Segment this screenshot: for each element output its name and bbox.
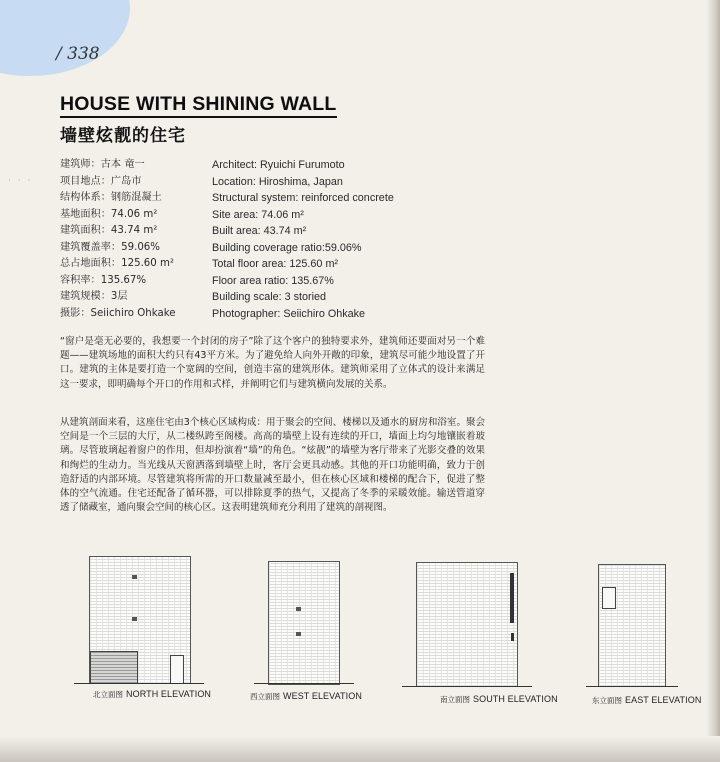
spec-row: 基地面积：74.06 m²	[60, 208, 158, 220]
caption-cn: 西立面图	[250, 692, 280, 701]
title-english: HOUSE WITH SHINING WALL	[60, 93, 337, 118]
paragraph-text: 从建筑剖面来看，这座住宅由3个核心区域构成：用于聚会的空间、楼梯以及通水的厨房和浴室。聚会空间是一个三层的大厅，从二楼纵跨至阁楼。高高的墙壁上设有连续的开口，墙面上均匀地镶嵌着玻璃。尽管玻璃起着窗户的作用，但却扮演着“墙”的角色。“炫靓”的墙壁为客厅带来了光影交叠的效果和绚烂的生动力。当光线从天窗洒落到墙壁上时，客厅会更具动感。其他的开口功能明确，致力于创造舒适的内部环境。尽管建筑将所需的开口数量减至最小，但在核心区域和楼梯的配合下，促进了整体的空气流通。住宅还配备了循环器，可以排除夏季的热气，又提高了冬季的采暖效能。输送管道穿透了储藏室，通向聚会空间的核心区。这表明建筑师充分利用了建筑的剖视图。	[60, 417, 485, 514]
west-elevation-caption	[250, 691, 362, 702]
spec-row: Built area: 43.74 m²	[212, 225, 307, 237]
page-number: / 338	[56, 44, 100, 64]
spec-row: 建筑师：古本 竜一	[60, 159, 145, 170]
caption-cn: 北立面图	[93, 690, 123, 699]
corner-decoration	[0, 0, 130, 76]
spec-row: 结构体系：钢筋混凝土	[60, 192, 162, 203]
west-facade	[268, 561, 340, 685]
spec-row: 建筑规模：3层	[60, 291, 128, 302]
spec-row: 项目地点：广岛市	[60, 175, 142, 187]
spec-row: Building coverage ratio:59.06%	[212, 241, 362, 254]
north-facade	[89, 556, 191, 684]
decorative-dots: · · ·	[8, 176, 33, 186]
page-number-value: 338	[67, 44, 100, 64]
specs-english	[212, 157, 472, 322]
page-edge	[706, 0, 720, 762]
spec-row: 建筑覆盖率：59.06%	[60, 241, 160, 253]
body-paragraph-2	[60, 416, 485, 515]
spec-row: 容积率：135.67%	[60, 274, 147, 286]
caption-cn: 南立面图	[440, 695, 470, 704]
spec-row: Building scale: 3 storied	[212, 291, 327, 303]
spec-row: Photographer: Seiichiro Ohkake	[212, 307, 366, 320]
east-facade	[598, 564, 666, 687]
specs-chinese	[60, 157, 210, 322]
spec-row: Structural system: reinforced concrete	[212, 192, 394, 204]
north-elevation-caption	[93, 689, 211, 700]
spec-row: Location: Hiroshima, Japan	[212, 175, 343, 188]
spec-row: Architect: Ryuichi Furumoto	[212, 159, 345, 171]
page-shadow	[0, 736, 720, 762]
spec-row: 建筑面积：43.74 m²	[60, 225, 158, 236]
title-chinese: 墙壁炫靓的住宅	[60, 126, 186, 146]
body-paragraph-1	[60, 335, 485, 392]
spec-row: 总占地面积：125.60 m²	[60, 258, 175, 269]
spec-row: 摄影：Seiichiro Ohkake	[60, 307, 176, 319]
south-facade	[416, 562, 518, 687]
spec-row: Total floor area: 125.60 m²	[212, 258, 339, 270]
caption-en: EAST ELEVATION	[625, 695, 702, 705]
caption-en: NORTH ELEVATION	[126, 689, 212, 699]
caption-en: SOUTH ELEVATION	[473, 694, 558, 704]
spec-row: Site area: 74.06 m²	[212, 208, 304, 221]
east-elevation-caption	[592, 695, 701, 706]
south-elevation-caption	[440, 694, 558, 705]
spec-row: Floor area ratio: 135.67%	[212, 274, 334, 287]
caption-en: WEST ELEVATION	[283, 691, 362, 701]
paragraph-text: “窗户是毫无必要的，我想要一个封闭的房子”除了这个客户的独特要求外，建筑师还要面对另一个难题——建筑场地的面积大约只有43平方米。为了避免给人向外开敞的印象，建筑尽可能少地设置了开口。建筑的主体是要打造一个宽阔的空间，创造丰富的建筑形体。建筑师采用了立体式的设计来满足这一要求，即明确每个开口的作用和式样，并阐明它们与建筑横向发展的关系。	[60, 336, 485, 390]
caption-cn: 东立面图	[592, 696, 622, 705]
